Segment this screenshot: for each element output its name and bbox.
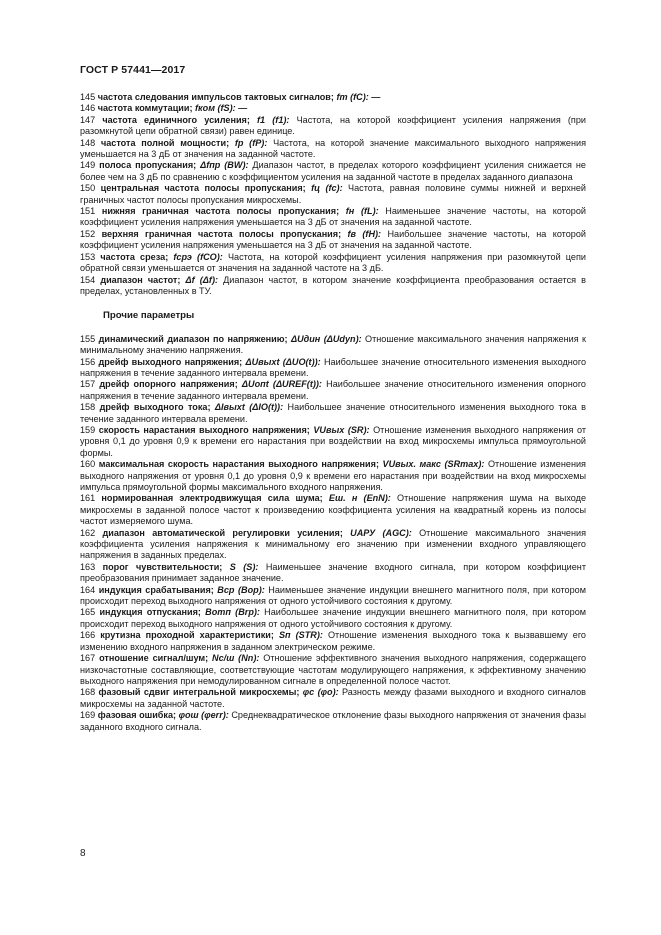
term-entry bbox=[80, 493, 586, 527]
section-title: Прочие параметры bbox=[103, 310, 195, 322]
entry-term: диапазон частот; bbox=[100, 274, 181, 285]
entry-number: 163 bbox=[80, 561, 96, 572]
entry-term: верхняя граничная частота полосы пропускания; bbox=[101, 228, 342, 239]
entry-number: 161 bbox=[80, 493, 96, 504]
term-entry bbox=[80, 160, 586, 183]
entry-number: 147 bbox=[80, 114, 96, 125]
entry-definition: Отношение изменения выходного напряжения от уровня 0,1 до уровня 0,9 к времени его нарастания при воздействии на вход микросхемы импульса прямоугольной формы максимального входного напряжения. bbox=[80, 459, 586, 492]
term-entry bbox=[80, 334, 586, 357]
entry-term: дрейф выходного тока; bbox=[99, 402, 211, 413]
term-entry bbox=[80, 607, 586, 630]
entry-number: 146 bbox=[80, 103, 96, 114]
entry-symbol: φс (φо): bbox=[299, 687, 339, 698]
entry-symbol: Nс/ш (Nn): bbox=[208, 653, 260, 664]
entry-symbol: fp (fP): bbox=[229, 137, 268, 148]
entry-term: частота следования импульсов тактовых сигналов; bbox=[97, 92, 334, 102]
entry-term: индукция срабатывания; bbox=[98, 584, 214, 595]
entry-definition: Среднеквадратическое отклонение фазы выходного напряжения от значения фазы заданного входного сигнала. bbox=[80, 710, 586, 732]
other-parameter-entries bbox=[80, 334, 586, 733]
entry-symbol: fт (fC): — bbox=[333, 92, 381, 102]
entry-number: 169 bbox=[80, 710, 96, 721]
entry-definition: Наибольшее значение относительного изменения опорного напряжения в течение заданного интервала времени. bbox=[80, 379, 586, 401]
entry-term: нижняя граничная частота полосы пропускания; bbox=[101, 206, 340, 217]
entry-term: дрейф опорного напряжения; bbox=[99, 379, 238, 390]
entry-symbol: Bср (Bop): bbox=[213, 584, 265, 595]
entry-definition: Наибольшее значение относительного изменения выходного напряжения в течение заданного интервала времени. bbox=[80, 356, 586, 378]
entry-number: 153 bbox=[80, 251, 96, 262]
term-entry bbox=[80, 379, 586, 402]
entry-term: частота среза; bbox=[100, 251, 169, 262]
entry-number: 145 bbox=[80, 92, 96, 102]
entry-symbol: ΔUвыхt (ΔUO(t)): bbox=[242, 356, 321, 367]
entry-symbol: Sп (STR): bbox=[273, 630, 323, 641]
entry-definition: Частота, на которой значение максимального выходного напряжения уменьшается на 3 дБ от значения на заданной частоте. bbox=[80, 137, 586, 160]
entry-term: центральная частота полосы пропускания; bbox=[100, 183, 306, 194]
entry-number: 154 bbox=[80, 274, 96, 285]
entry-definition: Отношение напряжения шума на выходе микросхемы в заданной полосе частот к произведению коэффициента усиления на квадратный корень из полосы частот измеряемого шума. bbox=[80, 493, 586, 527]
entry-symbol: UАРУ (AGC): bbox=[342, 527, 412, 538]
entry-symbol: VUвых. макс (SRmax): bbox=[378, 459, 485, 470]
entry-definition: Наибольшее значение частоты, на которой коэффициент усиления напряжения уменьшается на 3 дБ от значения на заданной частоте. bbox=[80, 228, 586, 251]
entry-number: 160 bbox=[80, 459, 96, 470]
entry-term: индукция отпускания; bbox=[99, 607, 201, 618]
standard-header: ГОСТ Р 57441—2017 bbox=[80, 64, 186, 76]
term-entry bbox=[80, 229, 586, 252]
term-entry bbox=[80, 687, 586, 710]
frequency-entries bbox=[80, 92, 586, 297]
entry-number: 157 bbox=[80, 379, 96, 390]
entry-number: 156 bbox=[80, 356, 96, 367]
entry-symbol: fсрэ (fCO): bbox=[168, 251, 223, 262]
entry-term: скорость нарастания выходного напряжения; bbox=[98, 424, 310, 435]
entry-definition: Диапазон частот, в котором значение коэффициента преобразования остается в пределах, установленных в ТУ. bbox=[80, 274, 586, 296]
document-body bbox=[80, 92, 586, 733]
entry-term: нормированная электродвижущая сила шума; bbox=[101, 493, 323, 504]
term-entry bbox=[80, 425, 586, 459]
entry-symbol: ΔIвыхt (ΔIO(t)): bbox=[210, 402, 284, 413]
entry-symbol: Δfпр (BW): bbox=[196, 160, 249, 171]
term-entry bbox=[80, 585, 586, 608]
term-entry bbox=[80, 357, 586, 380]
entry-number: 168 bbox=[80, 687, 96, 698]
entry-definition: Отношение изменения выходного напряжения от уровня 0,1 до уровня 0,9 к времени его нарастания при воздействии на вход микросхемы импульса прямоугольной формы. bbox=[80, 424, 586, 458]
entry-symbol: Δf (Δf): bbox=[180, 274, 218, 285]
entry-symbol: φош (φerr): bbox=[176, 710, 229, 721]
entry-symbol: fн (fL): bbox=[339, 206, 379, 217]
term-entry bbox=[80, 528, 586, 562]
entry-term: дрейф выходного напряжения; bbox=[98, 356, 243, 367]
entry-definition: Частота, на которой коэффициент усиления напряжения при разомкнутой цепи обратной связи уменьшается от значения на заданной частоте на 3 дБ. bbox=[80, 251, 586, 274]
entry-definition: Отношение максимального значения напряжения к минимальному значению напряжения. bbox=[80, 333, 586, 356]
entry-number: 165 bbox=[80, 607, 96, 618]
entry-number: 164 bbox=[80, 584, 96, 595]
term-entry bbox=[80, 630, 586, 653]
term-entry bbox=[80, 103, 586, 114]
entry-term: порог чувствительности; bbox=[102, 561, 223, 572]
entry-definition: Частота, на которой коэффициент усиления напряжения (при разомкнутой цепи обратной связи) равен единице. bbox=[80, 114, 586, 137]
entry-term: динамический диапазон по напряжению; bbox=[98, 333, 288, 344]
entry-number: 167 bbox=[80, 653, 96, 664]
entry-number: 158 bbox=[80, 402, 96, 413]
entry-symbol: fв (fH): bbox=[341, 228, 382, 239]
entry-number: 155 bbox=[80, 333, 96, 344]
entry-term: крутизна проходной характеристики; bbox=[100, 630, 274, 641]
entry-definition: Отношение эффективного значения выходного напряжения, содержащего низкочастотные составляющие, соответствующие частотам модулирующего напряжения, к эффективному значению выходного напряжения при немодулированном сигнале в определенной полосе частот. bbox=[80, 653, 587, 686]
entry-symbol: S (S): bbox=[222, 561, 259, 572]
entry-definition: Наибольшее значение относительного изменения выходного тока в течение заданного интервала времени. bbox=[80, 402, 586, 424]
term-entry bbox=[80, 115, 586, 138]
entry-symbol: ΔUопt (ΔUREF(t)): bbox=[237, 379, 322, 390]
entry-symbol: fком (fS): — bbox=[192, 103, 248, 114]
term-entry bbox=[80, 138, 586, 161]
entry-term: частота единичного усиления; bbox=[102, 114, 250, 125]
term-entry bbox=[80, 206, 586, 229]
entry-term: частота коммутации; bbox=[97, 103, 193, 114]
entry-number: 149 bbox=[80, 160, 96, 171]
entry-number: 162 bbox=[80, 527, 96, 538]
entry-symbol: ΔUдин (ΔUdyn): bbox=[287, 333, 362, 344]
term-entry bbox=[80, 653, 586, 687]
entry-definition: Диапазон частот, в пределах которого коэффициент усиления снижается не более чем на 3 дБ по сравнению с коэффициентом усиления на заданной частоте в пределах заданного диапазона bbox=[80, 160, 586, 182]
entry-term: частота полной мощности; bbox=[100, 137, 230, 148]
entry-definition: Разность между фазами выходного и входного сигналов микросхемы на заданной частоте. bbox=[80, 687, 586, 709]
entry-number: 151 bbox=[80, 206, 96, 217]
entry-symbol: VUвых (SR): bbox=[309, 424, 370, 435]
entry-definition: Наименьшее значение входного сигнала, при котором коэффициент преобразования принимает заданное значение. bbox=[80, 561, 586, 584]
page-number: 8 bbox=[80, 848, 86, 859]
entry-term: диапазон автоматической регулировки усиления; bbox=[102, 527, 343, 538]
term-entry bbox=[80, 459, 586, 493]
entry-term: фазовая ошибка; bbox=[97, 710, 177, 721]
term-entry bbox=[80, 183, 586, 206]
entry-definition: Наибольшее значение индукции внешнего магнитного поля, при котором происходит переход выходного напряжения от одного устойчивого состояния к другому. bbox=[80, 607, 587, 629]
term-entry bbox=[80, 562, 586, 585]
entry-term: фазовый сдвиг интегральной микросхемы; bbox=[98, 687, 300, 698]
term-entry bbox=[80, 252, 586, 275]
entry-symbol: Еш. н (EnN): bbox=[322, 493, 391, 504]
entry-symbol: f1 (f1): bbox=[249, 114, 290, 125]
term-entry bbox=[80, 275, 586, 298]
entry-term: максимальная скорость нарастания выходного напряжения; bbox=[98, 459, 379, 470]
entry-number: 148 bbox=[80, 137, 96, 148]
entry-number: 159 bbox=[80, 424, 96, 435]
entry-number: 150 bbox=[80, 183, 96, 194]
entry-number: 166 bbox=[80, 630, 96, 641]
term-entry bbox=[80, 92, 586, 103]
entry-term: отношение сигнал/шум; bbox=[99, 653, 209, 664]
entry-definition: Частота, равная половине суммы нижней и верхней граничных частот полосы пропускания микросхемы. bbox=[80, 183, 586, 205]
entry-definition: Отношение максимального значения коэффициента усиления напряжения к минимальному его значению при изменении входного управляющего напряжения в заданных пределах. bbox=[80, 527, 587, 561]
entry-number: 152 bbox=[80, 228, 96, 239]
entry-definition: Наименьшее значение частоты, на которой коэффициент усиления напряжения уменьшается на 3 дБ от значения на заданной частоте. bbox=[80, 206, 586, 228]
term-entry bbox=[80, 402, 586, 425]
entry-definition: Наименьшее значение индукции внешнего магнитного поля, при котором происходит переход выходного напряжения от одного устойчивого состояния к другому. bbox=[80, 584, 586, 607]
entry-symbol: fц (fc): bbox=[305, 183, 343, 194]
entry-term: полоса пропускания; bbox=[99, 160, 197, 171]
entry-definition: Отношение изменения выходного тока к вызвавшему его изменению входного напряжения в заданном электрическом режиме. bbox=[80, 630, 586, 652]
entry-symbol: Bотп (Brp): bbox=[200, 607, 260, 618]
term-entry bbox=[80, 710, 586, 733]
